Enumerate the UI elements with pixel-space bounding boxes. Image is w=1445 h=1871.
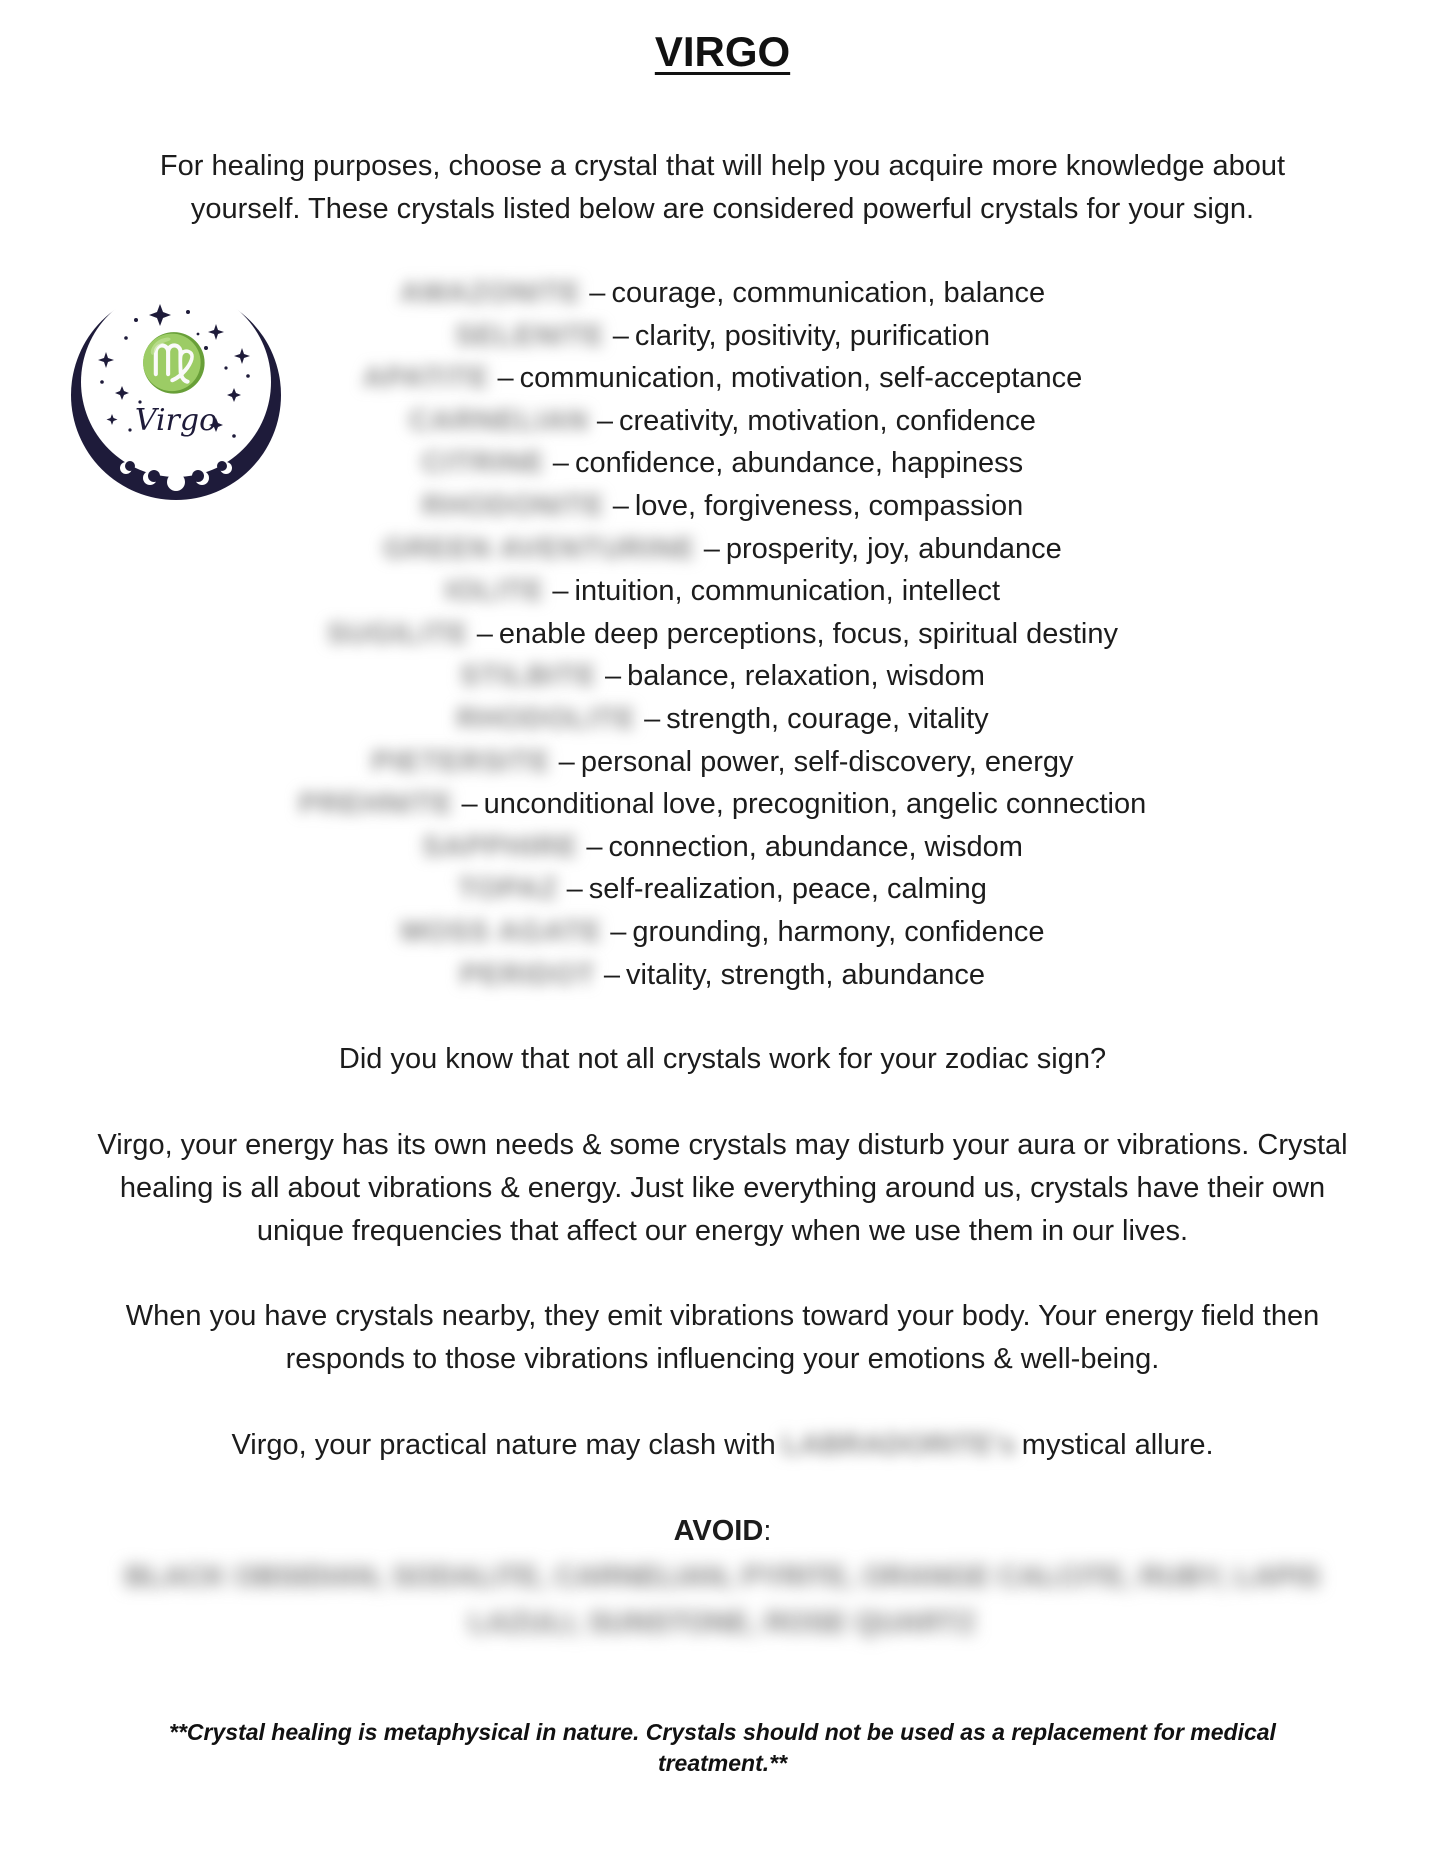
crystal-name: STILBITE [460,660,597,693]
hidden-crystal-name: LABRADORITE's [781,1429,1016,1461]
avoid-label: AVOID [673,1515,764,1547]
crystal-properties: love, forgiveness, compassion [634,489,1024,522]
crystal-properties: personal power, self-discovery, energy [580,745,1074,778]
crystal-name: AMAZONITE [399,277,582,309]
crystal-dash: – [476,617,493,650]
medical-disclaimer: **Crystal healing is metaphysical in nature. Crystals should not be used as a replacement for medical treatment.** [169,1719,1276,1776]
crystal-dash: – [596,404,613,437]
svg-text:♍: ♍ [139,331,209,396]
crystal-name: TOPAZ [458,873,559,906]
crystal-dash: – [552,447,569,480]
crystal-dash: – [610,915,627,948]
crystal-properties: communication, motivation, self-acceptance [519,362,1083,395]
crystal-name: SAPPHIRE [422,830,579,863]
crystal-name: CITRINE [421,447,545,480]
crystal-properties: enable deep perceptions, focus, spiritual destiny [498,617,1118,650]
crystal-row [0,442,1445,485]
crystal-dash: – [603,958,621,991]
avoid-colon: : [763,1515,772,1547]
crystal-row [0,826,1445,869]
crystal-dash: – [612,319,629,352]
crystal-row [0,613,1445,656]
crystal-row [0,272,1445,315]
crystal-properties: connection, abundance, wisdom [608,830,1023,863]
clash-text-after: mystical allure. [1021,1429,1214,1461]
crystal-list [0,272,1445,996]
crystal-row [0,400,1445,443]
crystal-name: PREHNITE [298,788,454,821]
crystal-dash: – [604,660,622,693]
crystal-name: IOLITE [444,575,545,608]
avoid-list: BLACK OBSIDIAN, SODALITE, CARNELIAN, PYRITE, ORANGE CALCITE, RUBY, LAPIS LAZULI, SUNSTONE, ROSE QUARTZ [124,1561,1321,1639]
crystal-row [0,954,1445,997]
svg-text:Virgo: Virgo [134,403,218,438]
energy-paragraph: Virgo, your energy has its own needs & some crystals may disturb your aura or vibrations. Crystal healing is all about vibrations & energy. Just like everything around us, crystals have their own unique frequencies that affect our energy when we use them in our lives. [97,1129,1348,1247]
vibrations-paragraph: When you have crystals nearby, they emit vibrations toward your body. Your energy field then responds to those vibrations influencing your emotions & well-being. [125,1300,1320,1375]
crystal-name: PIETERSITE [371,745,551,778]
clash-paragraph [80,1424,1365,1467]
crystal-properties: balance, relaxation, wisdom [627,660,985,693]
question-paragraph: Did you know that not all crystals work for your zodiac sign? [338,1043,1107,1075]
crystal-row [0,911,1445,954]
intro-paragraph: For healing purposes, choose a crystal that will help you acquire more knowledge about yourself. These crystals listed below are considered powerful crystals for your sign. [159,150,1286,225]
crystal-name: SUGILITE [327,617,469,650]
crystal-dash: – [586,830,603,863]
crystal-name: CARNELIAN [409,404,589,437]
crystal-dash: – [612,489,629,522]
clash-text-before: Virgo, your practical nature may clash with [231,1429,776,1461]
crystal-row [0,655,1445,698]
crystal-name: PERIDOT [459,958,596,991]
crystal-properties: prosperity, joy, abundance [725,532,1062,565]
crystal-row [0,868,1445,911]
crystal-dash: – [461,788,478,821]
crystal-properties: grounding, harmony, confidence [632,915,1045,948]
crystal-name: APATITE [362,362,490,395]
crystal-name: GREEN AVENTURINE [383,532,696,565]
crystal-name: RHODOLITE [456,702,637,735]
crystal-properties: strength, courage, vitality [666,702,989,735]
crystal-properties: unconditional love, precognition, angelic connection [483,788,1147,821]
crystal-row [0,698,1445,741]
crystal-properties: confidence, abundance, happiness [574,447,1024,480]
crystal-dash: – [644,702,661,735]
crystal-properties: creativity, motivation, confidence [618,404,1036,437]
crystal-dash: – [566,873,583,906]
page-title: VIRGO [654,28,791,75]
crystal-dash: – [497,362,514,395]
crystal-row [0,783,1445,826]
crystal-row [0,357,1445,400]
crystal-properties: clarity, positivity, purification [634,319,991,352]
crystal-properties: courage, communication, balance [611,277,1046,309]
crystal-dash: – [589,277,606,309]
crystal-dash: – [703,532,720,565]
crystal-dash: – [552,575,569,608]
crystal-row [0,485,1445,528]
crystal-dash: – [558,745,575,778]
crystal-properties: self-realization, peace, calming [588,873,987,906]
crystal-name: RHODONITE [421,489,605,522]
avoid-heading [0,1510,1445,1553]
crystal-row [0,315,1445,358]
crystal-row [0,528,1445,571]
crystal-name: MOSS AGATE [400,915,603,948]
crystal-row [0,570,1445,613]
crystal-properties: vitality, strength, abundance [626,958,985,991]
crystal-properties: intuition, communication, intellect [574,575,1001,608]
crystal-name: SELENITE [454,319,605,352]
crystal-row [0,741,1445,784]
